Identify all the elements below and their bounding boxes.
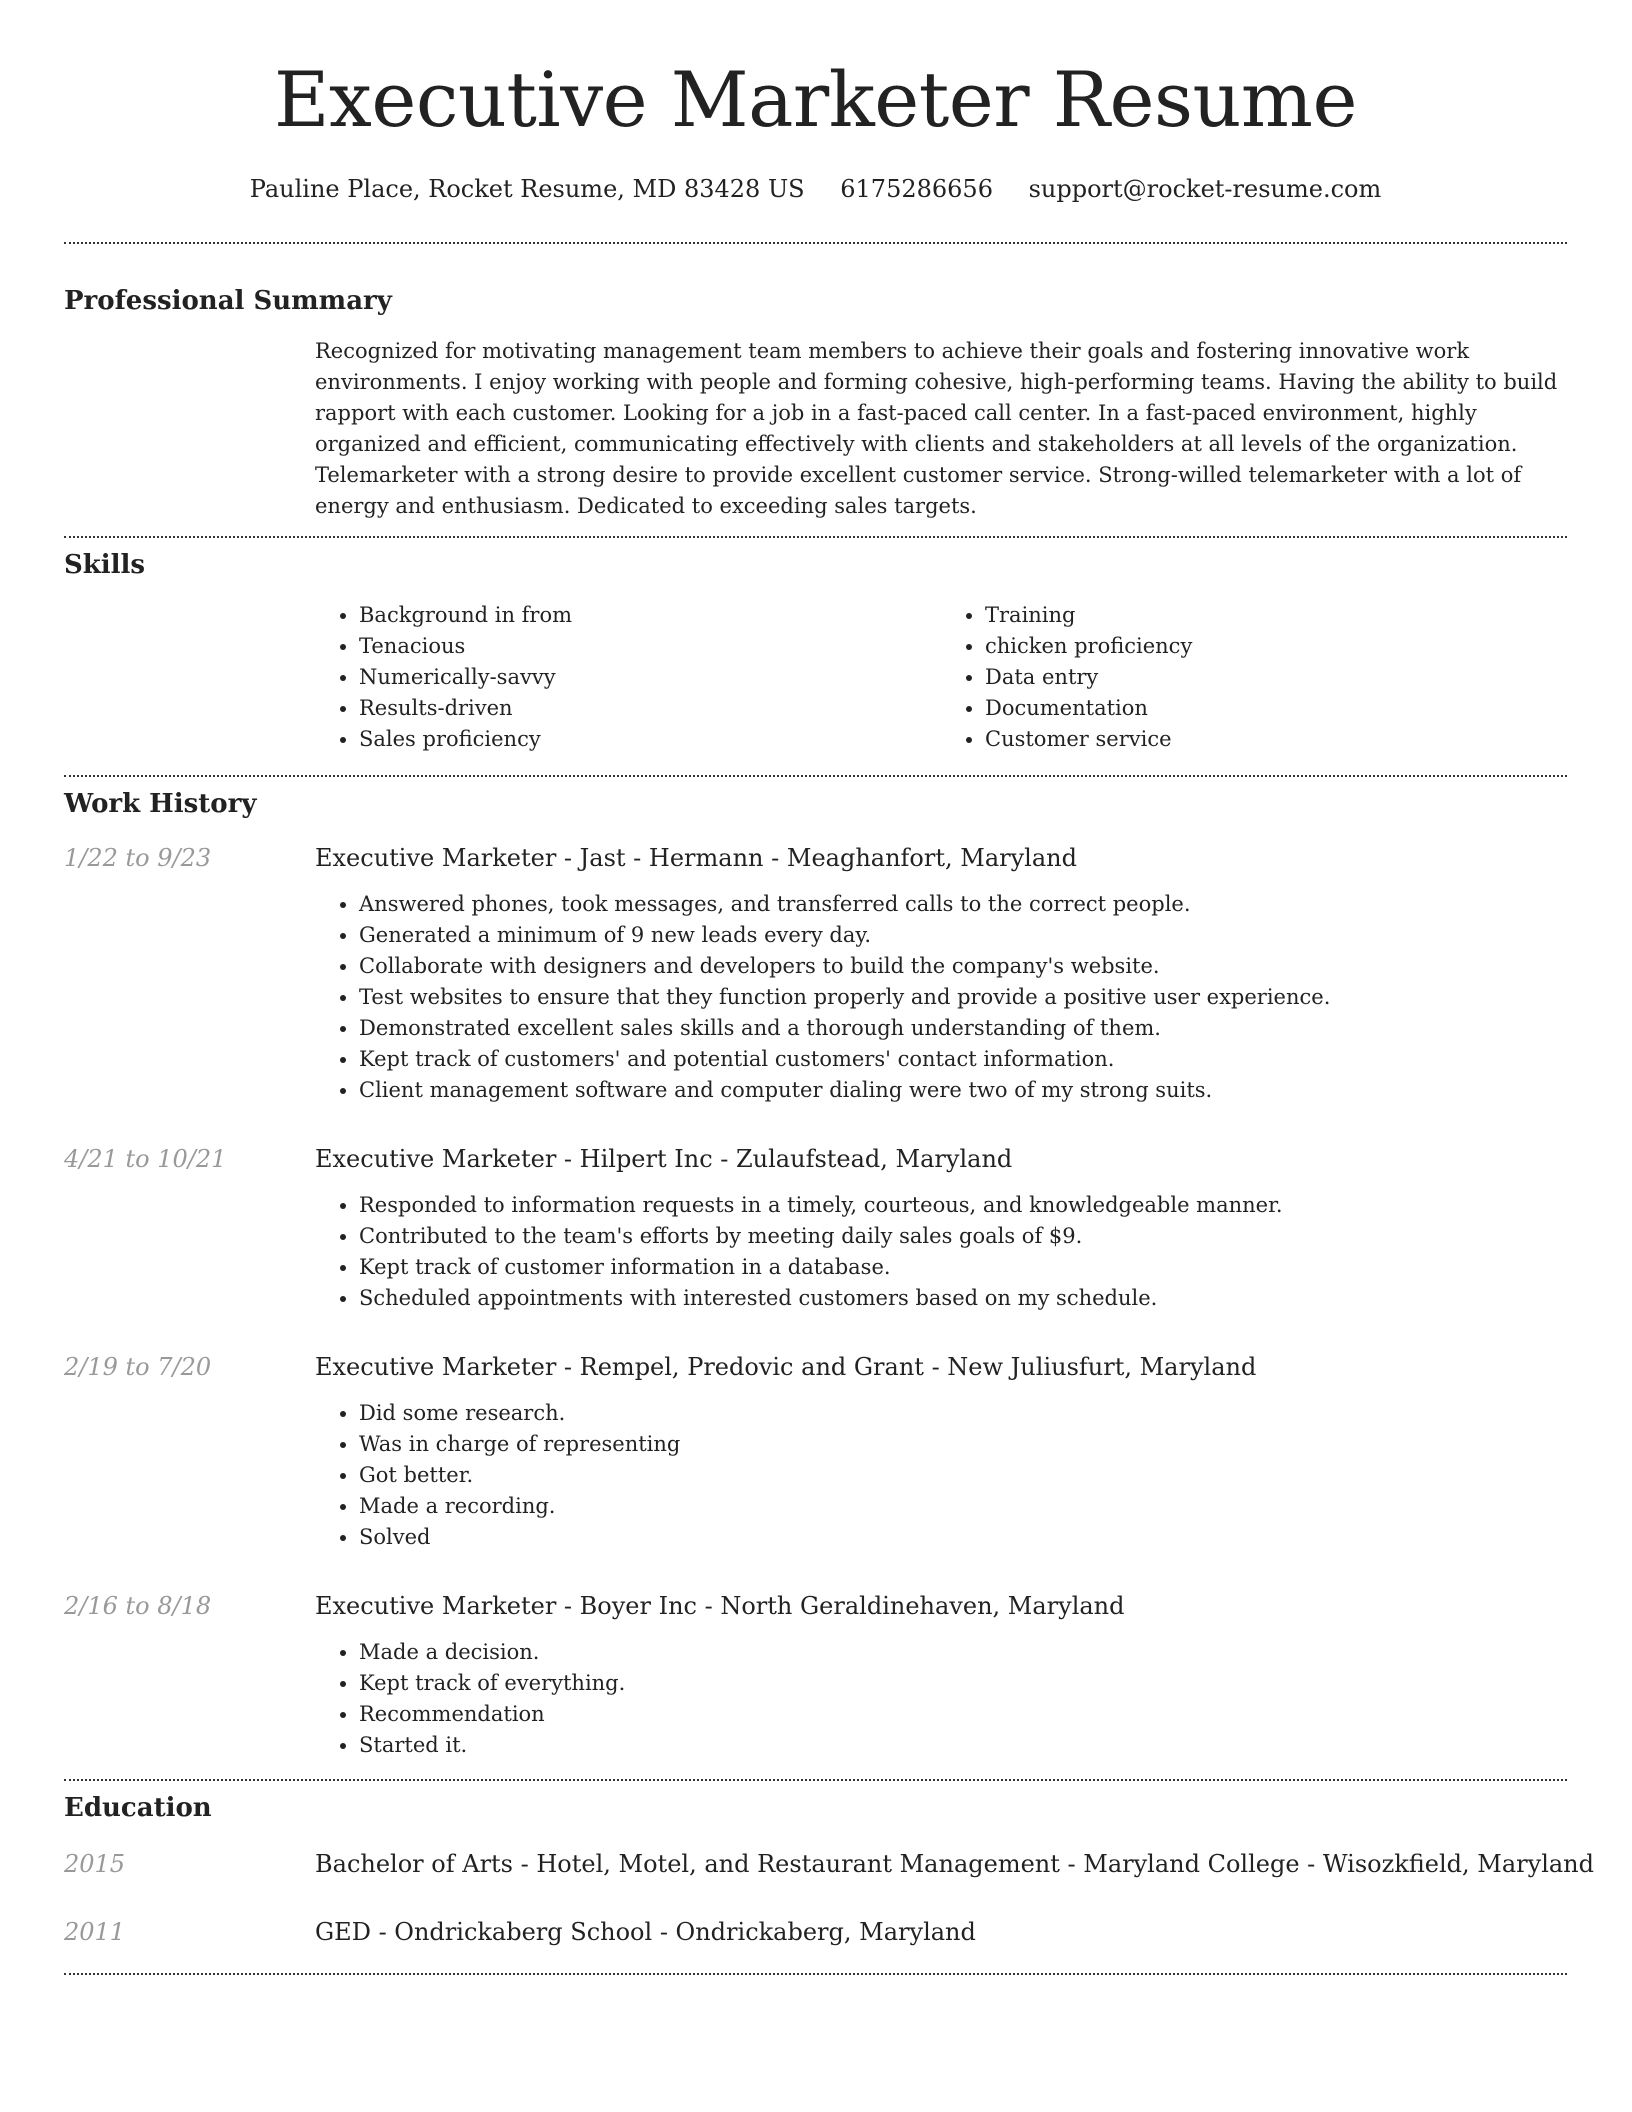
education-year: 2015	[64, 1850, 126, 1878]
address: Pauline Place, Rocket Resume, MD 83428 US	[249, 175, 805, 203]
job-bullet: • Collaborate with designers and developers to build the company's website.	[359, 951, 1567, 982]
job-bullets	[315, 1637, 1567, 1761]
job-dates: 2/16 to 8/18	[64, 1592, 212, 1620]
job-bullet: • Client management software and computer dialing were two of my strong suits.	[359, 1075, 1567, 1106]
education-section	[64, 1791, 1594, 1949]
job-bullet: • Made a recording.	[359, 1491, 1567, 1522]
skill-item: • chicken proficiency	[985, 631, 1567, 662]
job-title: Executive Marketer - Jast - Hermann - Meaghanfort, Maryland	[315, 844, 1077, 872]
divider	[64, 1779, 1567, 1781]
job-bullet: • Got better.	[359, 1460, 1567, 1491]
skill-item: • Training	[985, 600, 1567, 631]
work-history-section	[64, 787, 1567, 1761]
education-title: GED - Ondrickaberg School - Ondrickaberg, Maryland	[315, 1918, 976, 1946]
job-bullet: • Demonstrated excellent sales skills and a thorough understanding of them.	[359, 1013, 1567, 1044]
section-heading-summary: Professional Summary	[64, 286, 392, 316]
contact-line	[64, 172, 1567, 206]
job-bullets	[315, 1398, 1567, 1553]
section-heading-skills: Skills	[64, 550, 146, 580]
job-bullets	[315, 889, 1567, 1106]
job-entry	[64, 1589, 1567, 1761]
summary-section	[64, 284, 1567, 522]
job-bullet: • Generated a minimum of 9 new leads every day.	[359, 920, 1567, 951]
job-bullet: • Responded to information requests in a timely, courteous, and knowledgeable manner.	[359, 1190, 1567, 1221]
skill-item: • Sales proficiency	[359, 724, 941, 755]
resume-title: Executive Marketer Resume	[274, 55, 1357, 144]
job-bullet: • Scheduled appointments with interested customers based on my schedule.	[359, 1283, 1567, 1314]
job-bullet: • Kept track of customer information in a database.	[359, 1252, 1567, 1283]
job-bullet: • Was in charge of representing	[359, 1429, 1567, 1460]
job-bullet: • Contributed to the team's efforts by meeting daily sales goals of $9.	[359, 1221, 1567, 1252]
education-entry	[64, 1915, 1567, 1949]
job-title: Executive Marketer - Rempel, Predovic and Grant - New Juliusfurt, Maryland	[315, 1353, 1257, 1381]
job-dates: 1/22 to 9/23	[64, 844, 212, 872]
section-heading-work-history: Work History	[64, 789, 257, 819]
job-bullet: • Solved	[359, 1522, 1567, 1553]
divider	[64, 242, 1567, 244]
job-bullet: • Started it.	[359, 1730, 1567, 1761]
skills-list-right	[941, 600, 1567, 755]
divider	[64, 775, 1567, 777]
skills-section	[64, 548, 1567, 755]
skills-list-left	[315, 600, 941, 755]
phone: 6175286656	[840, 175, 993, 203]
job-bullet: • Did some research.	[359, 1398, 1567, 1429]
education-title: Bachelor of Arts - Hotel, Motel, and Restaurant Management - Maryland College - Wisozkfield, Maryland	[315, 1850, 1594, 1878]
email: support@rocket-resume.com	[1028, 175, 1382, 203]
summary-text: Recognized for motivating management team members to achieve their goals and fostering innovative work environments. I enjoy working with people and forming cohesive, high-performing teams. Having the ability to build rapport with each customer. Looking for a job in a fast-paced call center. In a fast-paced environment, highly organized and efficient, communicating effectively with clients and stakeholders at all levels of the organization. Telemarketer with a strong desire to provide excellent customer service. Strong-willed telemarketer with a lot of energy and enthusiasm. Dedicated to exceeding sales targets.	[315, 339, 1558, 518]
skill-item: • Background in from	[359, 600, 941, 631]
job-dates: 2/19 to 7/20	[64, 1353, 212, 1381]
job-bullet: • Kept track of everything.	[359, 1668, 1567, 1699]
skill-item: • Numerically-savvy	[359, 662, 941, 693]
job-entry	[64, 1350, 1567, 1553]
job-entry	[64, 1142, 1567, 1314]
skill-item: • Data entry	[985, 662, 1567, 693]
job-entry	[64, 841, 1567, 1106]
job-dates: 4/21 to 10/21	[64, 1145, 227, 1173]
education-entry	[64, 1847, 1594, 1881]
job-title: Executive Marketer - Boyer Inc - North Geraldinehaven, Maryland	[315, 1592, 1125, 1620]
skill-item: • Documentation	[985, 693, 1567, 724]
job-bullets	[315, 1190, 1567, 1314]
divider	[64, 1973, 1567, 1975]
job-bullet: • Answered phones, took messages, and transferred calls to the correct people.	[359, 889, 1567, 920]
skill-item: • Tenacious	[359, 631, 941, 662]
job-title: Executive Marketer - Hilpert Inc - Zulaufstead, Maryland	[315, 1145, 1013, 1173]
section-heading-education: Education	[64, 1793, 212, 1823]
resume-page	[64, 0, 1594, 1975]
skill-item: • Results-driven	[359, 693, 941, 724]
job-bullet: • Recommendation	[359, 1699, 1567, 1730]
job-bullet: • Made a decision.	[359, 1637, 1567, 1668]
job-bullet: • Test websites to ensure that they function properly and provide a positive user experience.	[359, 982, 1567, 1013]
education-year: 2011	[64, 1918, 126, 1946]
skill-item: • Customer service	[985, 724, 1567, 755]
job-bullet: • Kept track of customers' and potential customers' contact information.	[359, 1044, 1567, 1075]
divider	[64, 536, 1567, 538]
skills-columns	[315, 600, 1567, 755]
